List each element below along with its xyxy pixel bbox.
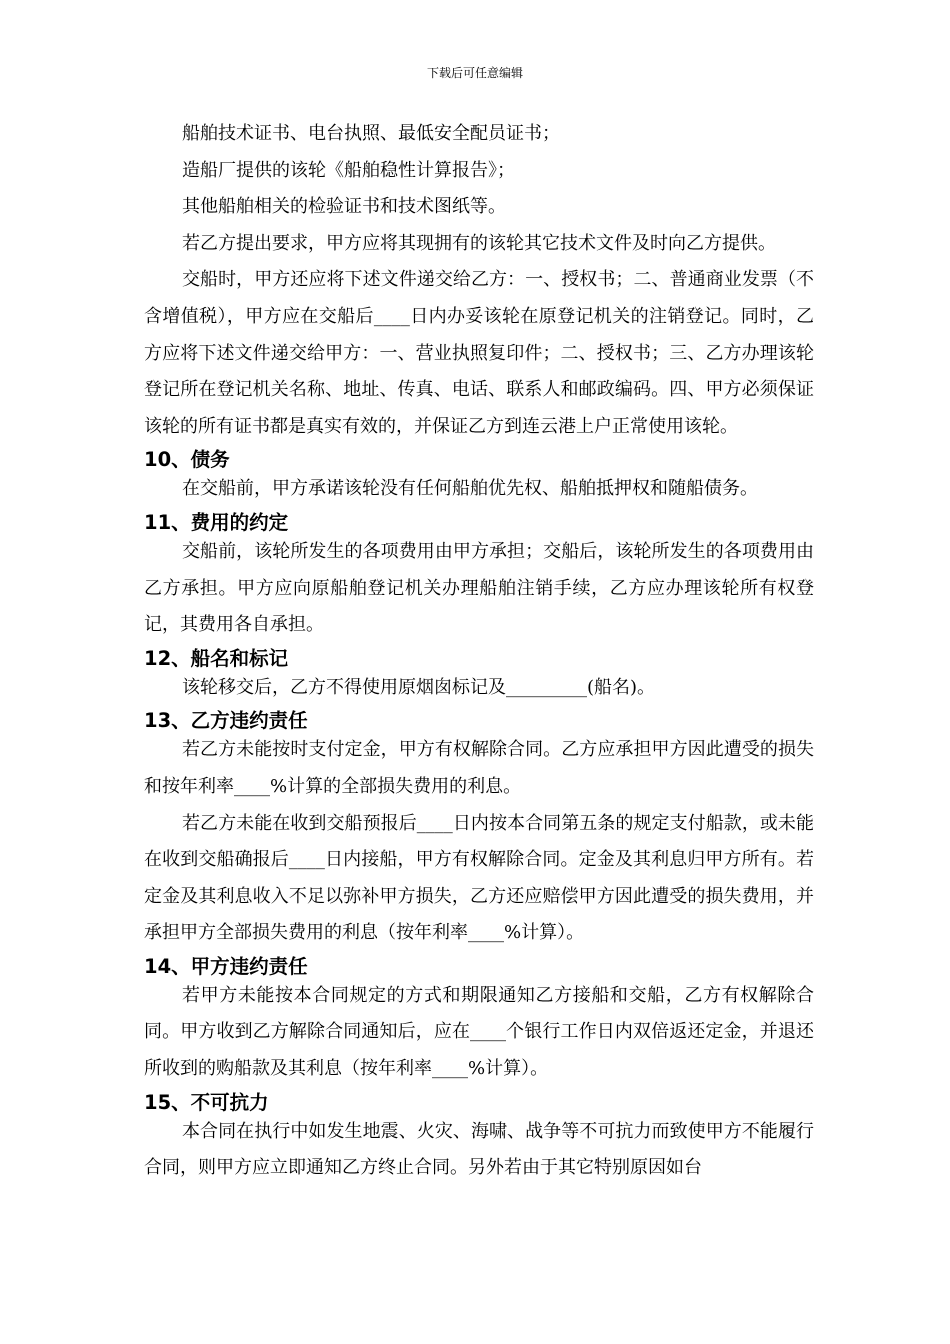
- section-heading: 10、债务: [144, 448, 230, 472]
- section-party-a-liability: [144, 952, 814, 1088]
- section-debt: [144, 445, 814, 508]
- section-heading: 12、船名和标记: [144, 646, 289, 670]
- section-ship-name: [144, 644, 814, 707]
- paragraph: 在交船前，甲方承诺该轮没有任何船舶优先权、船舶抵押权和随船债务。: [182, 478, 758, 500]
- paragraph: 该轮移交后，乙方不得使用原烟囱标记及_________(船名)。: [182, 676, 656, 698]
- paragraph: 交船前，该轮所发生的各项费用由甲方承担；交船后，该轮所发生的各项费用由乙方承担。甲方应向原船舶登记机关办理船舶注销手续，乙方应办理该轮所有权登记，其费用各自承担。: [144, 540, 814, 636]
- document-body: [144, 116, 814, 1187]
- paragraph: 其他船舶相关的检验证书和技术图纸等。: [182, 196, 506, 218]
- paragraph: 本合同在执行中如发生地震、火灾、海啸、战争等不可抗力而致使甲方不能履行合同，则甲方应立即通知乙方终止合同。另外若由于其它特别原因如台: [144, 1120, 814, 1179]
- paragraph: 造船厂提供的该轮《船舶稳性计算报告》；: [182, 159, 515, 181]
- section-heading: 14、甲方违约责任: [144, 954, 308, 978]
- page-header: 下载后可任意编辑: [426, 66, 523, 80]
- section-force-majeure: [144, 1088, 814, 1187]
- paragraph: 若甲方未能按本合同规定的方式和期限通知乙方接船和交船，乙方有权解除合同。甲方收到乙方解除合同通知后，应在____个银行工作日内双倍返还定金，并退还所收到的购船款及其利息（按年利率____%计算）。: [144, 984, 814, 1080]
- section-heading: 11、费用的约定: [144, 510, 289, 534]
- paragraph: 若乙方未能按时支付定金，甲方有权解除合同。乙方应承担甲方因此遭受的损失和按年利率____%计算的全部损失费用的利息。: [144, 739, 814, 797]
- paragraph: 交船时，甲方还应将下述文件递交给乙方：一、授权书；二、普通商业发票（不含增值税），甲方应在交船后____日内办妥该轮在原登记机关的注销登记。同时，乙方应将下述文件递交给甲方：一、营业执照复印件；二、授权书；三、乙方办理该轮登记所在登记机关名称、地址、传真、电话、联系人和邮政编码。四、甲方必须保证该轮的所有证书都是真实有效的，并保证乙方到连云港上户正常使用该轮。: [144, 269, 814, 437]
- paragraph: 船舶技术证书、电台执照、最低安全配员证书；: [182, 123, 560, 144]
- section-heading: 13、乙方违约责任: [144, 709, 308, 733]
- paragraph: 若乙方提出要求，甲方应将其现拥有的该轮其它技术文件及时向乙方提供。: [182, 232, 776, 254]
- section-heading: 15、不可抗力: [144, 1090, 269, 1114]
- section-party-b-liability: [144, 706, 814, 952]
- paragraph: 若乙方未能在收到交船预报后____日内按本合同第五条的规定支付船款，或未能在收到交船确报后____日内接船，甲方有权解除合同。定金及其利息归甲方所有。若定金及其利息收入不足以弥补甲方损失，乙方还应赔偿甲方因此遭受的损失费用，并承担甲方全部损失费用的利息（按年利率____%计算）。: [144, 812, 814, 944]
- section-fees: [144, 508, 814, 644]
